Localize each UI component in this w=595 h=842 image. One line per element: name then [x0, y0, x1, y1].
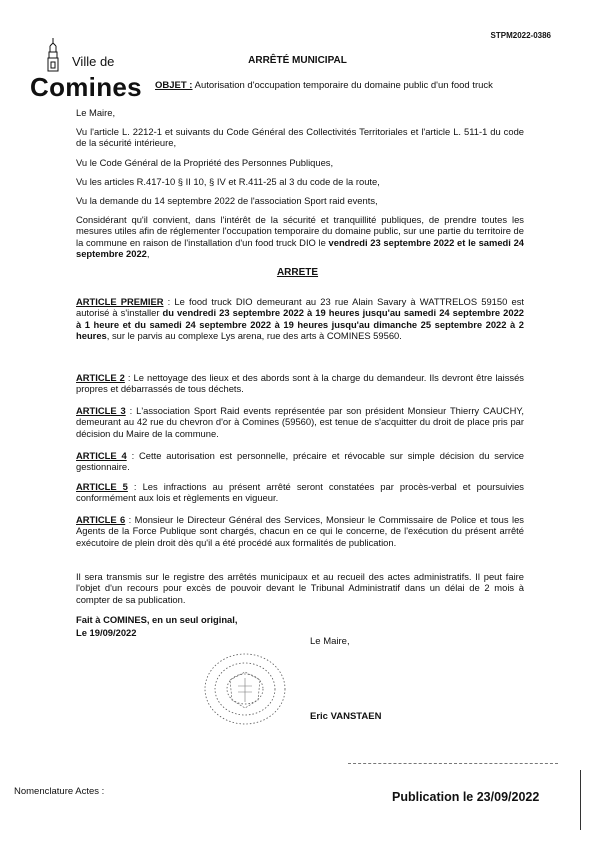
objet-label: OBJET :	[155, 80, 193, 91]
fait-a: Fait à COMINES, en un seul original,	[76, 614, 238, 625]
article-6-label: ARTICLE 6	[76, 514, 126, 525]
logo-comines-text: Comines	[30, 72, 142, 102]
article-4-text: : Cette autorisation est personnelle, précaire et révocable sur simple décision du service gestionnaire.	[76, 450, 524, 473]
vu-cgppp: Vu le Code Général de la Propriété des Personnes Publiques,	[76, 157, 334, 168]
signature-date: Le 19/09/2022	[76, 627, 137, 638]
article-5-label: ARTICLE 5	[76, 481, 128, 492]
article-4	[76, 450, 524, 473]
vu-code-route: Vu les articles R.417-10 § II 10, § IV et R.411-25 al 3 du code de la route,	[76, 176, 380, 187]
article-premier-label: ARTICLE PREMIER	[76, 296, 164, 307]
considerant-text: Considérant qu'il convient, dans l'intérêt de la sécurité et tranquillité publiques, de prendre toutes les mesures utiles afin de réglementer l'occupation temporaire du domaine public, sur une partie du territoire de la commune en raison de l'installation d'un food truck DIO le	[76, 214, 524, 248]
le-maire-intro: Le Maire,	[76, 107, 116, 118]
objet	[155, 80, 525, 91]
article-6	[76, 514, 524, 548]
vu-cgct: Vu l'article L. 2212-1 et suivants du Code Général des Collectivités Territoriales et l'article L. 511-1 du code de la sécurité intérieure,	[76, 126, 524, 149]
arrete-heading: ARRETE	[276, 267, 319, 278]
publication-date: Publication le 23/09/2022	[392, 790, 540, 804]
article-5	[76, 481, 524, 504]
vu-demande: Vu la demande du 14 septembre 2022 de l'association Sport raid events,	[76, 195, 378, 206]
considerant-dates: vendredi 23 septembre 2022 et le samedi 24 septembre 2022	[76, 236, 524, 259]
article-2-label: ARTICLE 2	[76, 372, 125, 383]
article-3-text: : L'association Sport Raid events représentée par son président Monsieur Thierry CAUCHY, demeurant au 42 rue du chevron d'or à Comines (59560), est tenue de s'acquitter du droit de place pris par décision du Maire de la commune.	[76, 405, 524, 439]
article-premier-text: : Le food truck DIO demeurant au 23 rue Alain Savary à WATTRELOS 59150 est autorisé à s'installer	[76, 296, 524, 319]
considerant-end: ,	[146, 247, 150, 259]
nomenclature-label: Nomenclature Actes :	[14, 786, 105, 797]
document-title: ARRÊTÉ MUNICIPAL	[248, 55, 347, 66]
signatory-name: Eric VANSTAEN	[310, 711, 382, 722]
article-2-text: : Le nettoyage des lieux et des abords sont à la charge du demandeur. Ils devront être laissés propres et débarrassés de tous déchets.	[76, 372, 524, 395]
official-seal	[200, 650, 290, 728]
article-premier	[76, 296, 524, 341]
article-4-label: ARTICLE 4	[76, 450, 127, 461]
article-5-text: : Les infractions au présent arrêté seront constatées par procès-verbal et poursuivies conformément aux lois et règlements en vigueur.	[76, 481, 524, 504]
separator-line	[348, 763, 558, 764]
signatory-title: Le Maire,	[310, 636, 350, 647]
city-logo	[30, 38, 140, 100]
article-2	[76, 372, 524, 395]
document-reference: STPM2022-0386	[490, 31, 551, 40]
logo-ville-text: Ville de	[72, 54, 115, 69]
considerant	[76, 214, 524, 259]
article-premier-place: , sur le parvis au complexe Lys arena, rue des arts à COMINES 59560.	[106, 329, 402, 341]
objet-text: Autorisation d'occupation temporaire du domaine public d'un food truck	[194, 80, 493, 91]
transmission-notice: Il sera transmis sur le registre des arrêtés municipaux et au recueil des actes administratifs. Il peut faire l'objet d'un recours pour excès de pouvoir devant le Tribunal Administratif dans un délai de 2 mois à compter de sa publication.	[76, 571, 524, 605]
margin-mark	[580, 770, 581, 830]
article-6-text: : Monsieur le Directeur Général des Services, Monsieur le Commissaire de Police et tous les Agents de la Force Publique sont chargés, chacun en ce qui le concerne, de l'exécution du présent arrêté exécutoire de plein droit dès qu'il a été procédé aux formalités de publication.	[76, 514, 524, 548]
article-premier-dates: du vendredi 23 septembre 2022 à 19 heures jusqu'au samedi 24 septembre 2022 à 1 heure et du samedi 24 septembre 2022 à 19 heures jusqu'au dimanche 25 septembre 2022 à 2 heures	[76, 307, 525, 341]
article-3-label: ARTICLE 3	[76, 405, 126, 416]
article-3	[76, 405, 524, 439]
